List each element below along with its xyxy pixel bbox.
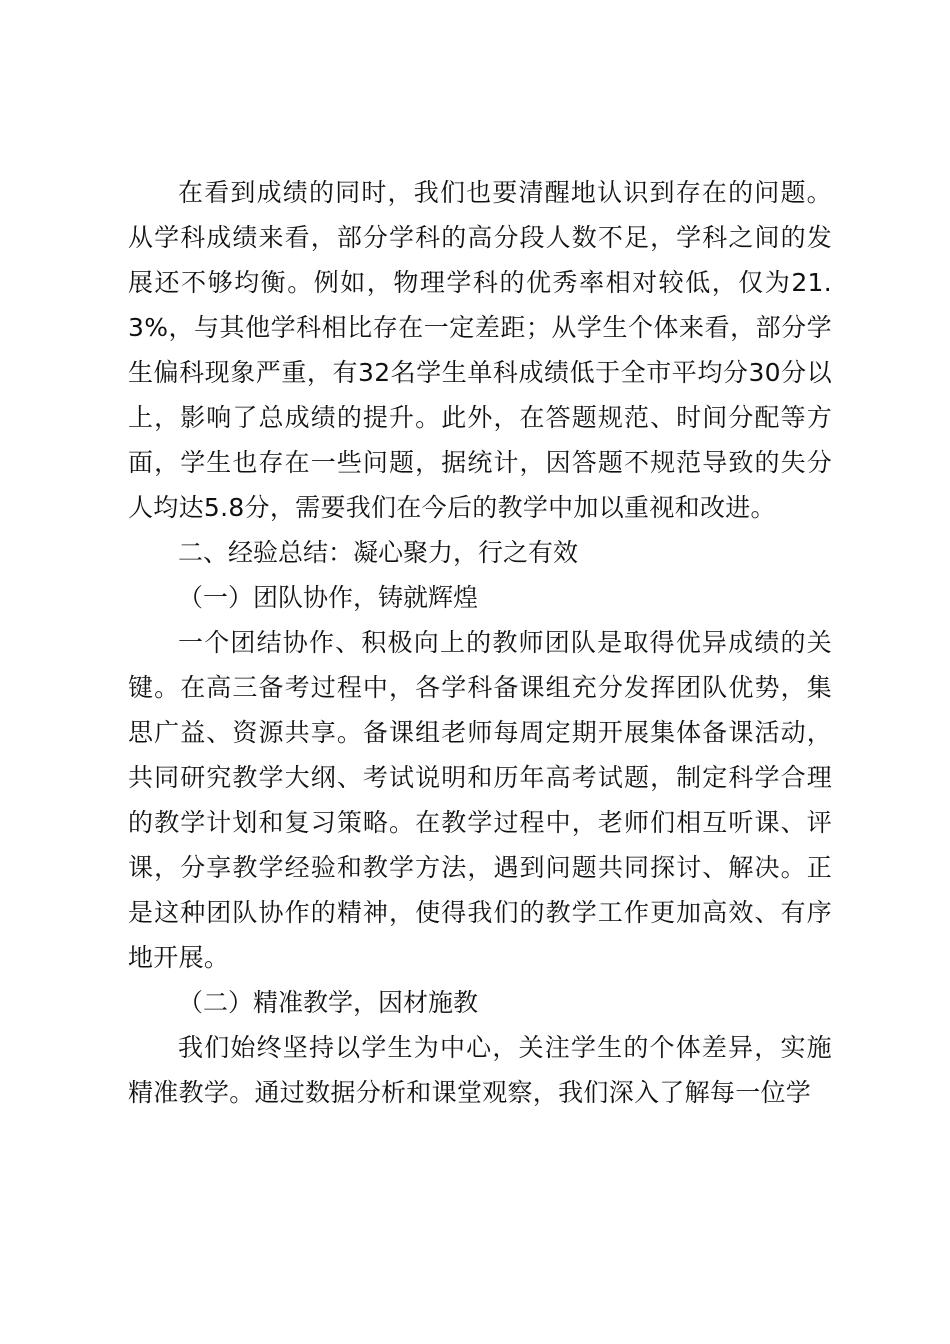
paragraph-teamwork: 一个团结协作、积极向上的教师团队是取得优异成绩的关键。在高三备考过程中，各学科备课组充分发挥团队优势，集思广益、资源共享。备课组老师每周定期开展集体备课活动，共同研究教学大纲、考试说明和历年高考试题，制定科学合理的教学计划和复习策略。在教学过程中，老师们相互听课、评课，分享教学经验和教学方法，遇到问题共同探讨、解决。正是这种团队协作的精神，使得我们的教学工作更加高效、有序地开展。	[128, 628, 832, 972]
paragraph-precise-teaching: 我们始终坚持以学生为中心，关注学生的个体差异，实施精准教学。通过数据分析和课堂观察，我们深入了解每一位学	[128, 1033, 832, 1107]
subheading-teamwork: （一）团队协作，铸就辉煌	[178, 583, 479, 612]
subheading-precise-teaching: （二）精准教学，因材施教	[178, 988, 479, 1017]
paragraph-problems: 在看到成绩的同时，我们也要清醒地认识到存在的问题。从学科成绩来看，部分学科的高分段人数不足，学科之间的发展还不够均衡。例如，物理学科的优秀率相对较低，仅为21.3%，与其他学科相比存在一定差距；从学生个体来看，部分学生偏科现象严重，有32名学生单科成绩低于全市平均分30分以上，影响了总成绩的提升。此外，在答题规范、时间分配等方面，学生也存在一些问题，据统计，因答题不规范导致的失分人均达5.8分，需要我们在今后的教学中加以重视和改进。	[128, 178, 832, 522]
section-heading-experience: 二、经验总结：凝心聚力，行之有效	[178, 538, 579, 567]
document-body	[128, 170, 832, 1115]
